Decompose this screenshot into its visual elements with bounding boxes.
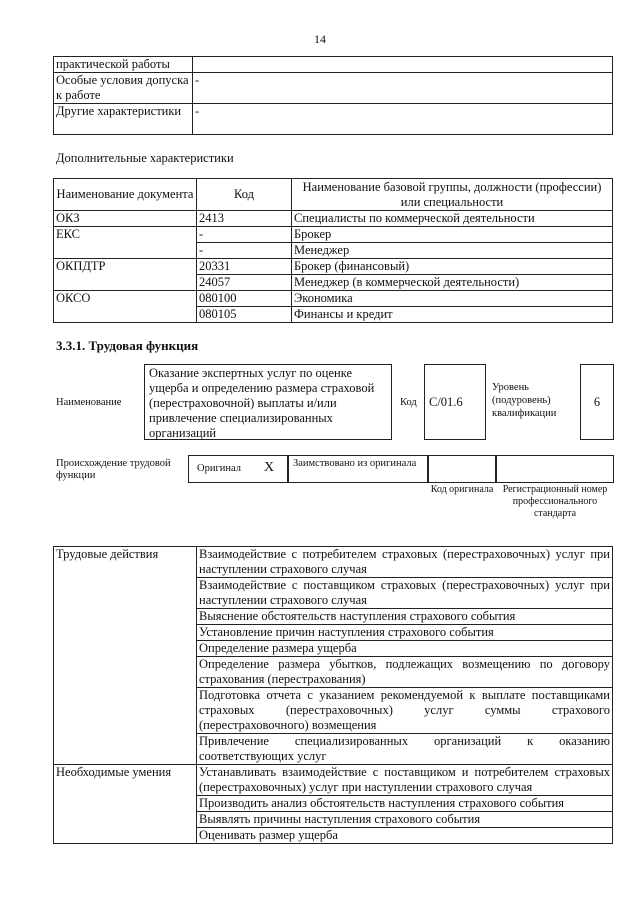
original-mark: X (264, 460, 275, 475)
row-value: - (193, 73, 613, 104)
name-label: Наименование (56, 397, 122, 408)
actions-label: Трудовые действия (54, 547, 197, 765)
row-value: - (193, 104, 613, 135)
table-row (54, 547, 613, 578)
skill-item: Устанавливать взаимодействие с поставщиком и потребителем страховых (перестраховочных) услуг при наступлении страхового случая (197, 765, 613, 796)
cell-code: 080105 (197, 307, 292, 323)
action-item: Установление причин наступления страхового события (197, 625, 613, 641)
cell-code: 080100 (197, 291, 292, 307)
original-box (188, 455, 288, 483)
row-value (193, 57, 613, 73)
action-item: Определение размера убытков, подлежащих возмещению по договору страхования (перестрахования) (197, 657, 613, 688)
function-code-value: C/01.6 (429, 395, 463, 409)
header-code: Код (197, 179, 292, 211)
code-original-caption: Код оригинала (430, 484, 494, 495)
skill-item: Оценивать размер ущерба (197, 828, 613, 844)
action-item: Подготовка отчета с указанием рекомендуемой к выплате поставщиками страховых (перестраховочных) услуг суммы страхового (перестраховочного) возмещения (197, 688, 613, 734)
row-label: практической работы (54, 57, 193, 73)
function-name-value: Оказание экспертных услуг по оценке ущерба и определению размера страховой (перестраховочной) выплаты и/или привлечение специализированных организаций (149, 366, 375, 440)
page-number: 14 (314, 32, 326, 46)
function-details-table (53, 546, 613, 844)
header-name: Наименование базовой группы, должности (профессии) или специальности (292, 179, 613, 211)
original-label: Оригинал (197, 463, 241, 474)
cell-doc: ОКЗ (54, 211, 197, 227)
level-value: 6 (593, 395, 601, 409)
skills-label: Необходимые умения (54, 765, 197, 844)
action-item: Взаимодействие с потребителем страховых (перестраховочных) услуг при наступлении страхового случая (197, 547, 613, 578)
cell-name: Экономика (292, 291, 613, 307)
cell-code: 24057 (197, 275, 292, 291)
cell-doc: ОКПДТР (54, 259, 197, 291)
table-row (54, 227, 613, 243)
table-row (54, 765, 613, 796)
table-row (54, 104, 613, 135)
cell-code: 2413 (197, 211, 292, 227)
additional-table (53, 178, 613, 323)
action-item: Привлечение специализированных организаций к оказанию соответствующих услуг (197, 734, 613, 765)
table-row (54, 211, 613, 227)
cell-code: - (197, 243, 292, 259)
cell-doc: ЕКС (54, 227, 197, 259)
level-label: Уровень (подуровень) квалификации (492, 382, 557, 419)
function-name-box (144, 364, 392, 440)
cell-name: Брокер (финансовый) (292, 259, 613, 275)
action-item: Выяснение обстоятельств наступления страхового события (197, 609, 613, 625)
action-item: Определение размера ущерба (197, 641, 613, 657)
skill-item: Выявлять причины наступления страхового события (197, 812, 613, 828)
reg-number-box (496, 455, 614, 483)
function-heading: 3.3.1. Трудовая функция (56, 338, 199, 353)
table-header-row (54, 179, 613, 211)
level-box (580, 364, 614, 440)
function-code-box (424, 364, 486, 440)
origin-label: Происхождение трудовой функции (56, 458, 171, 481)
table-row (54, 259, 613, 275)
borrowed-label: Заимствовано из оригинала (293, 458, 417, 469)
cell-doc: ОКСО (54, 291, 197, 323)
cell-name: Менеджер (292, 243, 613, 259)
skill-item: Производить анализ обстоятельств наступления страхового события (197, 796, 613, 812)
additional-heading: Дополнительные характеристики (56, 151, 234, 165)
cell-name: Брокер (292, 227, 613, 243)
cell-name: Финансы и кредит (292, 307, 613, 323)
code-original-box (428, 455, 496, 483)
table-row (54, 291, 613, 307)
code-label: Код (400, 397, 417, 408)
table-row (54, 73, 613, 104)
cell-name: Специалисты по коммерческой деятельности (292, 211, 613, 227)
cell-code: - (197, 227, 292, 243)
action-item: Взаимодействие с поставщиком страховых (перестраховочных) услуг при наступлении страхового случая (197, 578, 613, 609)
borrowed-box (288, 455, 428, 483)
row-label: Особые условия допуска к работе (54, 73, 193, 104)
cell-code: 20331 (197, 259, 292, 275)
table-row (54, 57, 613, 73)
header-doc: Наименование документа (54, 179, 197, 211)
row-label: Другие характеристики (54, 104, 193, 135)
top-characteristics-table (53, 56, 613, 135)
reg-number-caption: Регистрационный номер профессионального стандарта (502, 484, 608, 519)
cell-name: Менеджер (в коммерческой деятельности) (292, 275, 613, 291)
